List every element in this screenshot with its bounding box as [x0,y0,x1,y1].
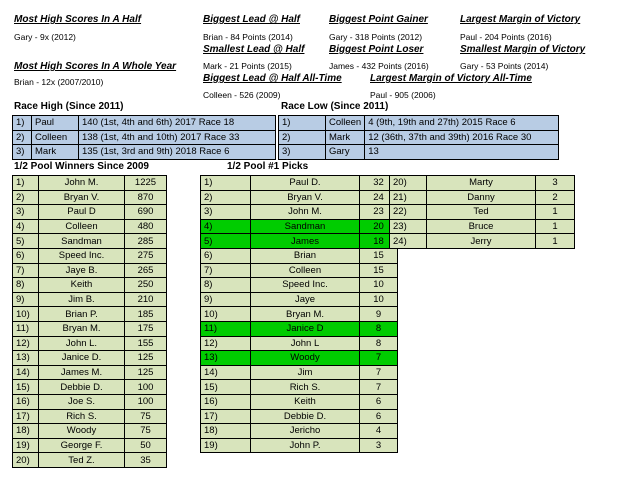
record-title-largest-margin-alltime: Largest Margin of Victory All-Time [370,73,532,84]
winners-row-name: James M. [39,365,125,380]
winners-row-value: 175 [125,321,167,336]
winners-row-value: 870 [125,190,167,205]
picks-row-name: Woody [251,351,360,366]
record-value-biggest-lead-alltime: Colleen - 526 (2009) [203,90,281,100]
race-high-row-detail: 135 (1st, 3rd and 9th) 2018 Race 6 [79,145,276,160]
picks-row-rank: 18) [201,424,251,439]
picks-continued-table [389,175,575,249]
winners-row-rank: 16) [13,394,39,409]
race-low-row-rank: 3) [279,145,326,160]
race-high-row-name: Mark [32,145,79,160]
winners-row-rank: 9) [13,292,39,307]
picks-row [201,205,398,220]
picks-row [201,176,398,191]
picks-row [201,278,398,293]
winners-row [13,394,167,409]
picks-row-value: 9 [360,307,398,322]
picks-row-rank: 6) [201,248,251,263]
picks-cont-row-value: 1 [536,205,575,220]
winners-row-rank: 10) [13,307,39,322]
picks-row-value: 3 [360,438,398,453]
winners-row [13,438,167,453]
picks-row-name: Jericho [251,424,360,439]
picks-row-rank: 7) [201,263,251,278]
record-title-biggest-loser: Biggest Point Loser [329,44,424,55]
winners-row [13,190,167,205]
picks-cont-row-name: Bruce [427,219,536,234]
winners-row-value: 250 [125,278,167,293]
picks-row-rank: 1) [201,176,251,191]
record-value-largest-margin: Paul - 204 Points (2016) [460,32,552,42]
race-high-row-detail: 140 (1st, 4th and 6th) 2017 Race 18 [79,116,276,131]
record-title-smallest-margin: Smallest Margin of Victory [460,44,586,55]
record-value-whole-high: Brian - 12x (2007/2010) [14,77,104,87]
picks-row-rank: 19) [201,438,251,453]
picks-row-value: 10 [360,278,398,293]
winners-row [13,453,167,468]
picks-row [201,409,398,424]
winners-row-name: Colleen [39,219,125,234]
race-high-row-rank: 3) [13,145,32,160]
picks-row-name: Bryan M. [251,307,360,322]
winners-row-rank: 3) [13,205,39,220]
picks-row-name: Jaye [251,292,360,307]
picks-row [201,394,398,409]
winners-row-name: George F. [39,438,125,453]
winners-row-value: 1225 [125,176,167,191]
race-high-row-rank: 2) [13,130,32,145]
picks-row [201,263,398,278]
winners-row [13,380,167,395]
picks-row-name: John M. [251,205,360,220]
race-low-row-name: Colleen [326,116,365,131]
picks-row-value: 15 [360,263,398,278]
record-value-biggest-gainer: Gary - 318 Points (2012) [329,32,423,42]
winners-row-rank: 15) [13,380,39,395]
picks-cont-row-value: 1 [536,234,575,249]
winners-row-name: Rich S. [39,409,125,424]
race-low-table [278,115,559,160]
picks-row-rank: 8) [201,278,251,293]
record-value-biggest-loser: James - 432 Points (2016) [329,61,429,71]
record-title-half-high: Most High Scores In A Half [14,14,142,25]
race-high-row-rank: 1) [13,116,32,131]
winners-row-rank: 13) [13,351,39,366]
race-high-row-name: Paul [32,116,79,131]
record-value-smallest-lead: Mark - 21 Points (2015) [203,61,292,71]
record-value-biggest-lead: Brian - 84 Points (2014) [203,32,293,42]
winners-table [12,175,167,468]
picks-row-name: Speed Inc. [251,278,360,293]
winners-row [13,219,167,234]
picks-row-value: 6 [360,409,398,424]
winners-row-name: Sandman [39,234,125,249]
winners-row-rank: 6) [13,248,39,263]
picks-row-rank: 16) [201,394,251,409]
race-low-row-detail: 4 (9th, 19th and 27th) 2015 Race 6 [365,116,559,131]
picks-row-name: Debbie D. [251,409,360,424]
winners-row [13,365,167,380]
winners-row-value: 185 [125,307,167,322]
winners-row-value: 75 [125,409,167,424]
picks-table [200,175,398,453]
picks-row-rank: 17) [201,409,251,424]
winners-row-name: John L. [39,336,125,351]
race-low-row-name: Gary [326,145,365,160]
picks-cont-row [390,219,575,234]
record-title-whole-high: Most High Scores In A Whole Year [14,61,177,72]
winners-row-name: Brian P. [39,307,125,322]
race-high-title: Race High (Since 2011) [14,101,124,112]
winners-row-name: Jim B. [39,292,125,307]
record-title-biggest-lead-alltime: Biggest Lead @ Half All-Time [203,73,342,84]
winners-row-name: Bryan V. [39,190,125,205]
winners-row [13,351,167,366]
picks-row-name: Keith [251,394,360,409]
winners-row-name: Debbie D. [39,380,125,395]
picks-title: 1/2 Pool #1 Picks [227,161,309,172]
picks-row-rank: 2) [201,190,251,205]
picks-row [201,424,398,439]
winners-row-name: Speed Inc. [39,248,125,263]
picks-row-rank: 14) [201,365,251,380]
picks-cont-row-rank: 22) [390,205,427,220]
winners-row [13,278,167,293]
winners-row-name: Paul D [39,205,125,220]
picks-row [201,336,398,351]
picks-row-value: 4 [360,424,398,439]
picks-row-name: John P. [251,438,360,453]
picks-row [201,307,398,322]
picks-cont-row [390,176,575,191]
winners-row-name: Ted Z. [39,453,125,468]
winners-row [13,205,167,220]
winners-row-value: 50 [125,438,167,453]
winners-row-rank: 8) [13,278,39,293]
winners-row-value: 75 [125,424,167,439]
race-low-row-rank: 1) [279,116,326,131]
picks-row-value: 18 [360,234,398,249]
picks-row [201,190,398,205]
picks-cont-row-name: Marty [427,176,536,191]
picks-row [201,248,398,263]
picks-row-rank: 11) [201,321,251,336]
winners-row-name: Bryan M. [39,321,125,336]
picks-row-value: 7 [360,351,398,366]
picks-cont-row-name: Ted [427,205,536,220]
race-high-table [12,115,276,160]
winners-row [13,336,167,351]
winners-row-name: Joe S. [39,394,125,409]
record-title-biggest-lead: Biggest Lead @ Half [203,14,300,25]
picks-cont-row [390,205,575,220]
picks-row-name: Jim [251,365,360,380]
picks-row [201,234,398,249]
race-low-row-detail: 13 [365,145,559,160]
picks-row-value: 32 [360,176,398,191]
winners-row-name: Woody [39,424,125,439]
winners-row-rank: 19) [13,438,39,453]
winners-row-rank: 7) [13,263,39,278]
race-high-row-name: Colleen [32,130,79,145]
picks-row-value: 23 [360,205,398,220]
picks-row-value: 20 [360,219,398,234]
winners-row-rank: 11) [13,321,39,336]
winners-row [13,321,167,336]
winners-row-value: 155 [125,336,167,351]
winners-row-rank: 1) [13,176,39,191]
record-title-biggest-gainer: Biggest Point Gainer [329,14,428,25]
winners-row-value: 35 [125,453,167,468]
winners-row-rank: 14) [13,365,39,380]
race-low-row [279,145,559,160]
picks-cont-row-rank: 24) [390,234,427,249]
winners-row-rank: 12) [13,336,39,351]
winners-row-value: 285 [125,234,167,249]
picks-row-value: 6 [360,394,398,409]
picks-cont-row [390,190,575,205]
picks-cont-row-name: Jerry [427,234,536,249]
picks-row-rank: 15) [201,380,251,395]
winners-row [13,307,167,322]
picks-cont-row [390,234,575,249]
record-value-half-high: Gary - 9x (2012) [14,32,76,42]
picks-row-name: Rich S. [251,380,360,395]
winners-row-value: 265 [125,263,167,278]
picks-row-name: Bryan V. [251,190,360,205]
picks-row-rank: 10) [201,307,251,322]
race-high-row-detail: 138 (1st, 4th and 10th) 2017 Race 33 [79,130,276,145]
winners-row [13,234,167,249]
race-low-title: Race Low (Since 2011) [281,101,389,112]
race-low-row [279,130,559,145]
picks-cont-row-value: 2 [536,190,575,205]
picks-cont-row-value: 3 [536,176,575,191]
winners-row-value: 690 [125,205,167,220]
winners-row-value: 480 [125,219,167,234]
picks-row-rank: 5) [201,234,251,249]
picks-row-value: 8 [360,321,398,336]
picks-row [201,292,398,307]
picks-row-rank: 4) [201,219,251,234]
winners-row-value: 125 [125,365,167,380]
picks-row-rank: 13) [201,351,251,366]
winners-row-value: 210 [125,292,167,307]
picks-row-name: Paul D. [251,176,360,191]
winners-row-rank: 2) [13,190,39,205]
picks-row-value: 24 [360,190,398,205]
race-high-row [13,130,276,145]
picks-row [201,365,398,380]
picks-row-name: Janice D [251,321,360,336]
winners-row-name: Keith [39,278,125,293]
winners-row-rank: 5) [13,234,39,249]
winners-row-name: Janice D. [39,351,125,366]
picks-cont-row-rank: 23) [390,219,427,234]
winners-row-name: Jaye B. [39,263,125,278]
picks-row-name: James [251,234,360,249]
winners-row-value: 100 [125,394,167,409]
race-low-row [279,116,559,131]
winners-row-rank: 18) [13,424,39,439]
record-value-largest-margin-alltime: Paul - 905 (2006) [370,90,436,100]
winners-row [13,176,167,191]
picks-row-rank: 9) [201,292,251,307]
picks-row-name: Colleen [251,263,360,278]
winners-title: 1/2 Pool Winners Since 2009 [14,161,149,172]
picks-row [201,438,398,453]
picks-cont-row-value: 1 [536,219,575,234]
winners-row-rank: 17) [13,409,39,424]
race-low-row-rank: 2) [279,130,326,145]
winners-row-name: John M. [39,176,125,191]
picks-row-name: John L [251,336,360,351]
picks-row [201,321,398,336]
record-value-smallest-margin: Gary - 53 Points (2014) [460,61,549,71]
winners-row [13,248,167,263]
winners-row-rank: 4) [13,219,39,234]
race-low-row-name: Mark [326,130,365,145]
picks-row-value: 15 [360,248,398,263]
picks-row-value: 10 [360,292,398,307]
picks-cont-row-name: Danny [427,190,536,205]
picks-cont-row-rank: 20) [390,176,427,191]
race-high-row [13,145,276,160]
winners-row-value: 100 [125,380,167,395]
race-high-row [13,116,276,131]
winners-row-value: 275 [125,248,167,263]
picks-row-rank: 12) [201,336,251,351]
winners-row [13,409,167,424]
picks-row-value: 7 [360,365,398,380]
winners-row-value: 125 [125,351,167,366]
picks-cont-row-rank: 21) [390,190,427,205]
winners-row [13,263,167,278]
winners-row-rank: 20) [13,453,39,468]
picks-row-name: Brian [251,248,360,263]
picks-row-rank: 3) [201,205,251,220]
record-title-smallest-lead: Smallest Lead @ Half [203,44,305,55]
picks-row-value: 8 [360,336,398,351]
record-title-largest-margin: Largest Margin of Victory [460,14,581,25]
picks-row [201,380,398,395]
picks-row-value: 7 [360,380,398,395]
picks-row-name: Sandman [251,219,360,234]
race-low-row-detail: 12 (36th, 37th and 39th) 2016 Race 30 [365,130,559,145]
winners-row [13,424,167,439]
picks-row [201,219,398,234]
winners-row [13,292,167,307]
picks-row [201,351,398,366]
